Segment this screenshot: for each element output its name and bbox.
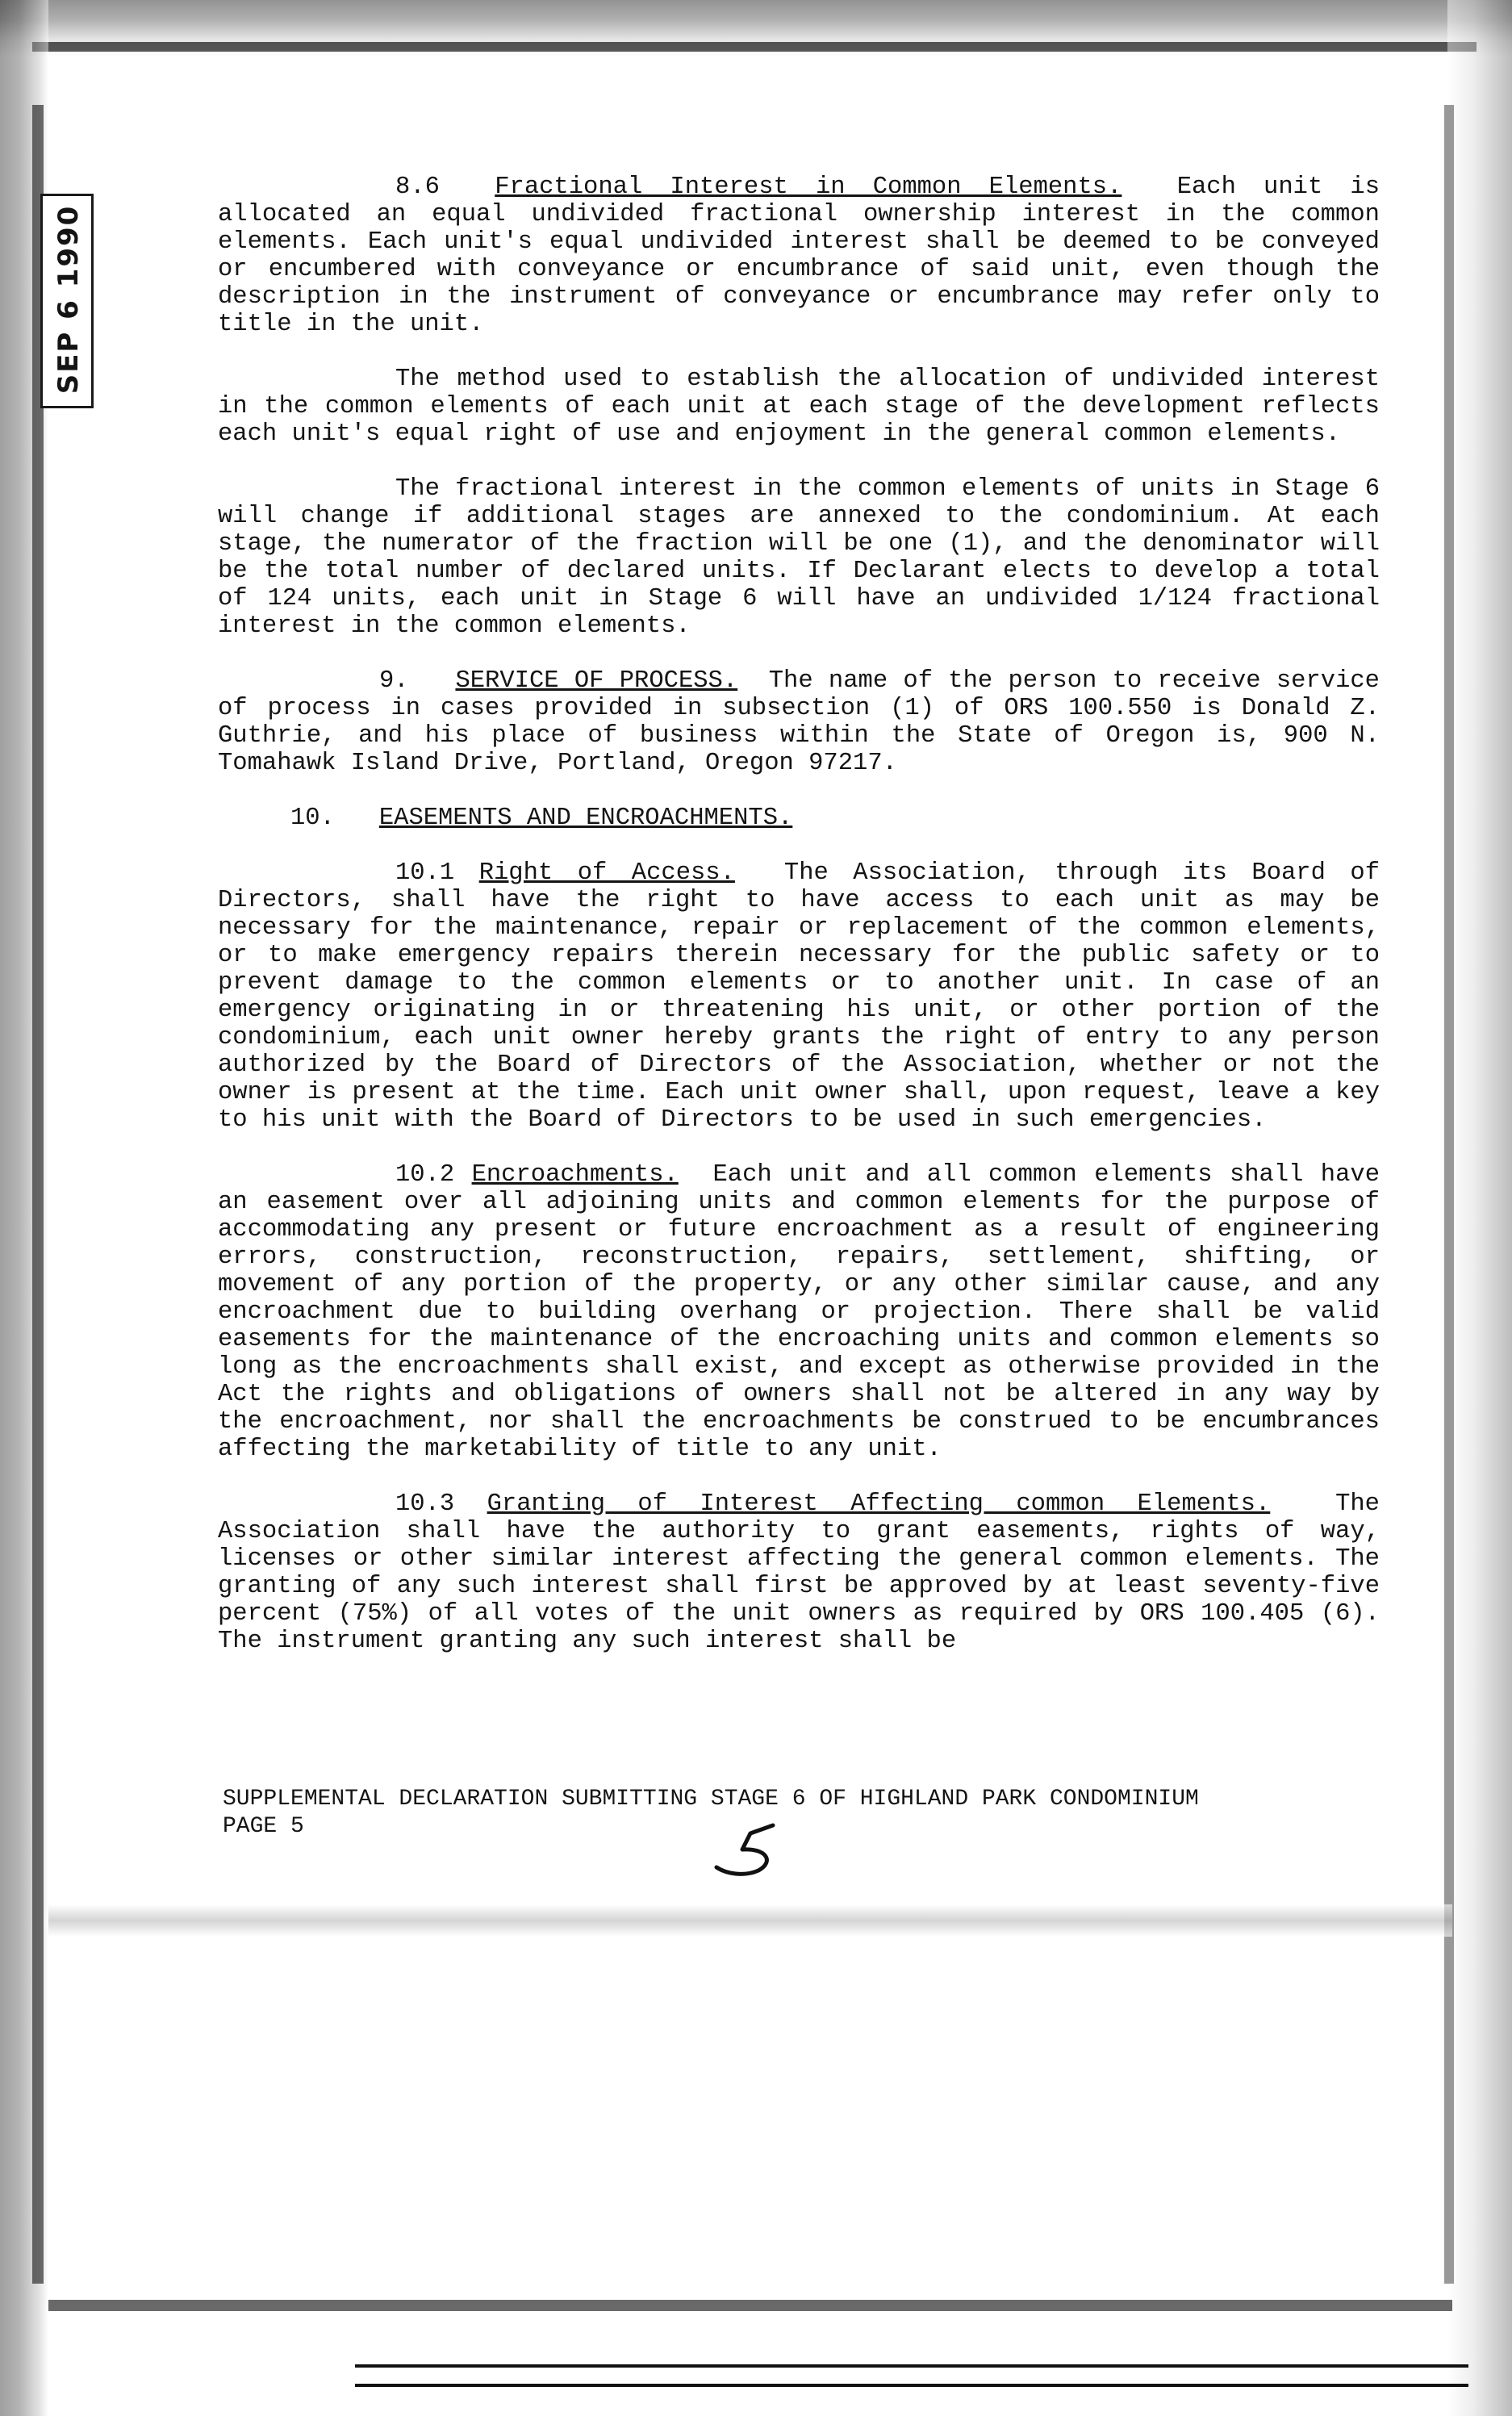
section-10-2-title: Encroachments. xyxy=(471,1161,679,1189)
scan-page-break xyxy=(48,1904,1452,1937)
date-stamp xyxy=(40,194,94,408)
section-10-1 xyxy=(218,859,1380,1134)
section-9-text: The name of the person to receive service of process in cases provided in subsection (1) of ORS 100.550 is Donald Z. Guthrie, and his place of business within the State of Oregon is, 900 N. Tomahawk Island Drive, Portland, Oregon 97217. xyxy=(218,667,1380,777)
scan-top-bar xyxy=(32,42,1476,52)
scan-bottom-bar xyxy=(48,2300,1452,2311)
scan-right-edge xyxy=(1447,0,1512,2416)
section-8-6-paragraph-2 xyxy=(218,366,1380,448)
section-8-6-text: Each unit is allocated an equal undivided fractional ownership interest in the common elements. Each unit's equal undivided interest shall be deemed to be conveyed or encumbered with conveyance or encumbrance of said unit, even though the description in the instrument of conveyance or encumbrance may refer only to title in the unit. xyxy=(218,173,1380,338)
section-8-6-para3-text: The fractional interest in the common elements of units in Stage 6 will change if additional stages are annexed to the condominium. At each stage, the numerator of the fraction will be one (1), and the denominator will be the total number of declared units. If Declarant elects to develop a total of 124 units, each unit in Stage 6 will have an undivided 1/124 fractional interest in the common elements. xyxy=(218,475,1380,640)
section-10-title: EASEMENTS AND ENCROACHMENTS. xyxy=(378,805,793,832)
section-8-6-para2-text: The method used to establish the allocation of undivided interest in the common elements of each unit at each stage of the development reflects each unit's equal right of use and enjoyment in the general common elements. xyxy=(218,366,1380,448)
section-10-2-number: 10.2 xyxy=(395,1161,455,1189)
section-8-6-paragraph-3 xyxy=(218,475,1380,640)
section-10-2 xyxy=(218,1161,1380,1463)
section-10-number: 10. xyxy=(290,805,335,832)
date-stamp-text: SEP 6 1990 xyxy=(52,204,85,395)
scan-right-bar xyxy=(1444,105,1454,2284)
handwritten-page-mark xyxy=(694,1817,791,1882)
scan-left-bar xyxy=(32,105,44,2284)
section-10-1-text: The Association, through its Board of Directors, shall have the right to have access to each unit as may be necessary for the maintenance, repair or replacement of the common elements, or to make emergency repairs therein necessary for the public safety or to prevent damage to the common elements or to another unit. In case of an emergency originating in or threatening his unit, or other portion of the condominium, each unit owner hereby grants the right of entry to any person authorized by the Board of Directors of the Association, whether or not the owner is present at the time. Each unit owner shall, upon request, leave a key to his unit with the Board of Directors to be used in such emergencies. xyxy=(218,859,1380,1134)
section-10-1-number: 10.1 xyxy=(395,859,455,887)
footer-title: SUPPLEMENTAL DECLARATION SUBMITTING STAGE 6 OF HIGHLAND PARK CONDOMINIUM xyxy=(223,1787,1199,1812)
page-footer xyxy=(223,1786,1385,1841)
section-10-3-text: The Association shall have the authority to grant easements, rights of way, licenses or other similar interest affecting the general common elements. The granting of any such interest shall first be approved by at least seventy-five percent (75%) of all votes of the unit owners as required by ORS 100.405 (6). The instrument granting any such interest shall be xyxy=(218,1490,1380,1655)
document-body xyxy=(218,173,1380,1682)
section-8-6 xyxy=(218,173,1380,338)
section-10-3 xyxy=(218,1490,1380,1655)
footer-page-number: PAGE 5 xyxy=(223,1814,304,1839)
section-9-number: 9. xyxy=(379,667,409,695)
section-10-1-title: Right of Access. xyxy=(478,859,735,887)
section-8-6-title: Fractional Interest in Common Elements. xyxy=(495,173,1122,201)
section-10-2-text: Each unit and all common elements shall have an easement over all adjoining units and common elements for the purpose of accommodating any present or future encroachment as a result of engineering errors, construction, reconstruction, repairs, settlement, shifting, or movement of any portion of the property, or any other similar cause, and any encroachment due to building overhang or projection. There shall be valid easements for the maintenance of the encroaching units and common elements so long as the encroachments shall exist, and except as otherwise provided in the Act the rights and obligations of owners shall not be altered in any way by the encroachment, nor shall the encroachments be construed to be encumbrances affecting the marketability of title to any unit. xyxy=(218,1161,1380,1463)
section-10 xyxy=(218,805,1380,832)
section-8-6-number: 8.6 xyxy=(395,173,440,201)
section-10-3-number: 10.3 xyxy=(395,1490,455,1518)
section-10-3-title: Granting of Interest Affecting common Elements. xyxy=(487,1490,1271,1518)
section-9 xyxy=(218,667,1380,777)
scan-bottom-lines xyxy=(355,2364,1468,2387)
section-9-title: SERVICE OF PROCESS. xyxy=(455,667,738,695)
